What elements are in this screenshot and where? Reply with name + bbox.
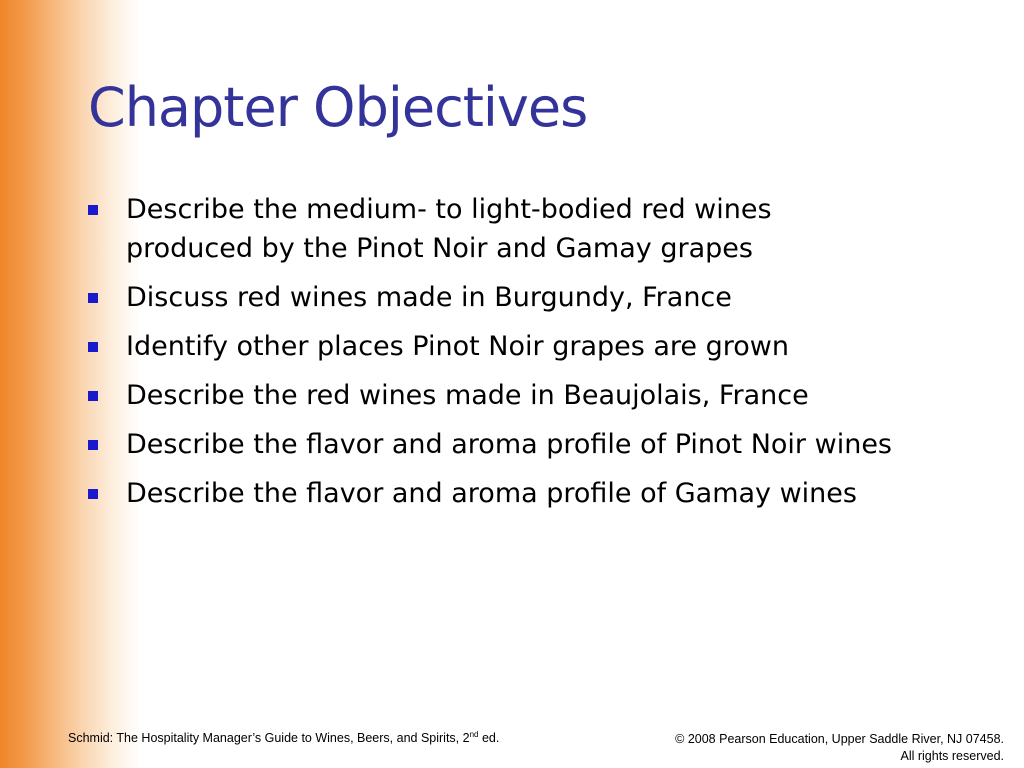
list-item-text: Identify other places Pinot Noir grapes are grown (126, 331, 789, 362)
list-item (88, 278, 988, 317)
copyright-line: © 2008 Pearson Education, Upper Saddle River, NJ 07458. (675, 732, 1004, 746)
square-bullet-icon (88, 489, 98, 499)
square-bullet-icon (88, 391, 98, 401)
citation-text: Schmid: The Hospitality Manager’s Guide to Wines, Beers, and Spirits, 2 (68, 731, 470, 745)
citation-superscript: nd (469, 730, 479, 739)
list-item-text: Describe the flavor and aroma profile of Pinot Noir wines (126, 429, 892, 460)
square-bullet-icon (88, 205, 98, 215)
square-bullet-icon (88, 440, 98, 450)
list-item-text: Describe the flavor and aroma profile of Gamay wines (126, 478, 857, 509)
list-item (88, 190, 988, 268)
list-item-text: Describe the medium- to light-bodied red wines (126, 194, 772, 225)
list-item-text: Describe the red wines made in Beaujolais, France (126, 380, 809, 411)
footer-citation (68, 731, 499, 745)
list-item-text: Discuss red wines made in Burgundy, France (126, 282, 732, 313)
list-item (88, 327, 988, 366)
rights-line: All rights reserved. (900, 749, 1004, 763)
list-item (88, 425, 988, 464)
square-bullet-icon (88, 293, 98, 303)
square-bullet-icon (88, 342, 98, 352)
list-item-text-continued: produced by the Pinot Noir and Gamay grapes (126, 233, 753, 264)
footer-copyright (675, 731, 1004, 765)
citation-edition: ed. (478, 731, 500, 745)
slide-title: Chapter Objectives (88, 76, 588, 139)
list-item (88, 474, 988, 513)
objectives-list (88, 190, 988, 523)
list-item (88, 376, 988, 415)
